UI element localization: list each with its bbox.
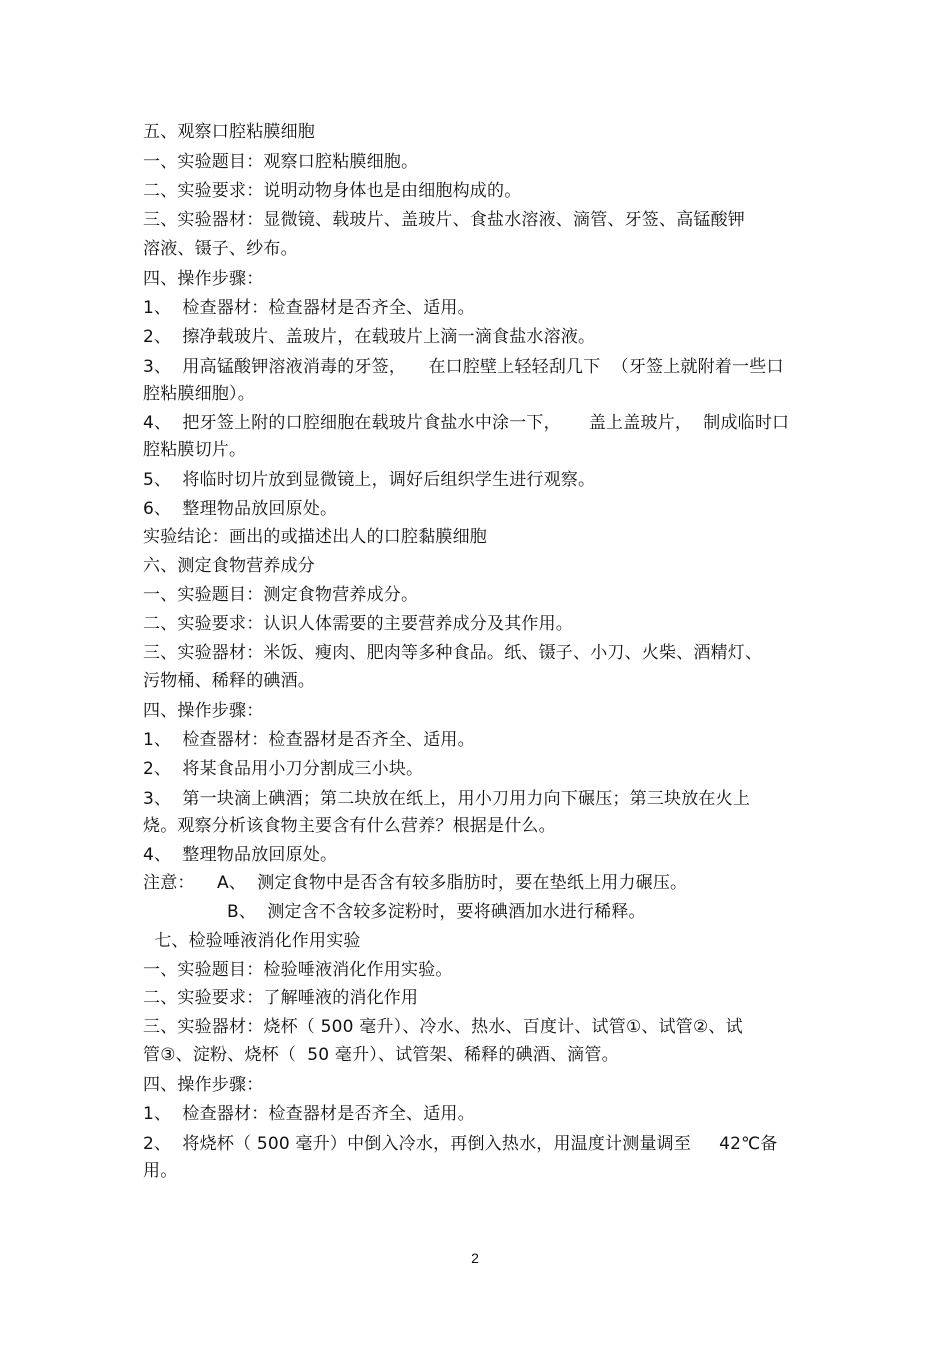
- page-number: 2: [471, 1250, 479, 1266]
- text-line: 二、实验要求：说明动物身体也是由细胞构成的。: [143, 181, 522, 201]
- text-line: 四、操作步骤：: [143, 701, 264, 721]
- text-line: 二、实验要求：认识人体需要的主要营养成分及其作用。: [143, 614, 573, 634]
- text-line: 溶液、镊子、纱布。: [143, 239, 298, 259]
- text-line: 四、操作步骤：: [143, 1075, 264, 1095]
- text-line: 3、 用高锰酸钾溶液消毒的牙签， 在口腔壁上轻轻刮几下 （牙签上就附着一些口: [143, 357, 784, 377]
- text-line: 烧。观察分析该食物主要含有什么营养？根据是什么。: [143, 816, 556, 836]
- section-heading-6: 六、测定食物营养成分: [143, 556, 315, 576]
- text-line: 四、操作步骤：: [143, 269, 264, 289]
- text-line: 污物桶、稀释的碘酒。: [143, 671, 315, 691]
- text-line: 实验结论：画出的或描述出人的口腔黏膜细胞: [143, 527, 487, 547]
- section-heading-7: 七、检验唾液消化作用实验: [143, 931, 361, 951]
- text-line: 腔粘膜细胞）。: [143, 384, 255, 404]
- text-line: 6、 整理物品放回原处。: [143, 499, 338, 519]
- text-line: 用。: [143, 1161, 178, 1181]
- section-heading-5: 五、观察口腔粘膜细胞: [143, 122, 315, 142]
- text-line: 三、实验器材：米饭、瘦肉、肥肉等多种食品。纸、镊子、小刀、火柴、酒精灯、: [143, 643, 763, 663]
- text-line: 三、实验器材：显微镜、载玻片、盖玻片、食盐水溶液、滴管、牙签、高锰酸钾: [143, 210, 745, 230]
- text-line: 一、实验题目：测定食物营养成分。: [143, 585, 419, 605]
- text-line: 2、 擦净载玻片、盖玻片，在载玻片上滴一滴食盐水溶液。: [143, 327, 596, 347]
- text-line: 管③、淀粉、烧杯（ 50 毫升）、试管架、稀释的碘酒、滴管。: [143, 1045, 619, 1065]
- text-line: 二、实验要求：了解唾液的消化作用: [143, 988, 419, 1008]
- text-line: 一、实验题目：检验唾液消化作用实验。: [143, 960, 453, 980]
- text-line: 4、 把牙签上附的口腔细胞在载玻片食盐水中涂一下， 盖上盖玻片， 制成临时口: [143, 413, 790, 433]
- text-line: 2、 将烧杯（ 500 毫升）中倒入冷水，再倒入热水，用温度计测量调至 42℃备: [143, 1134, 778, 1154]
- text-line: 1、 检查器材：检查器材是否齐全、适用。: [143, 1104, 475, 1124]
- text-line: 1、 检查器材：检查器材是否齐全、适用。: [143, 298, 475, 318]
- text-line: 一、实验题目：观察口腔粘膜细胞。: [143, 152, 419, 172]
- text-line: 5、 将临时切片放到显微镜上，调好后组织学生进行观察。: [143, 470, 596, 490]
- text-line: 4、 整理物品放回原处。: [143, 845, 338, 865]
- text-line: 2、 将某食品用小刀分割成三小块。: [143, 759, 424, 779]
- text-line: 三、实验器材：烧杯（ 500 毫升）、冷水、热水、百度计、试管①、试管②、试: [143, 1017, 743, 1037]
- text-line: B、 测定含不含较多淀粉时，要将碘酒加水进行稀释。: [143, 902, 646, 922]
- text-line: 腔粘膜切片。: [143, 440, 247, 460]
- text-line: 注意： A、 测定食物中是否含有较多脂肪时，要在垫纸上用力碾压。: [143, 873, 688, 893]
- text-line: 3、 第一块滴上碘酒；第二块放在纸上，用小刀用力向下碾压；第三块放在火上: [143, 789, 751, 809]
- text-line: 1、 检查器材：检查器材是否齐全、适用。: [143, 730, 475, 750]
